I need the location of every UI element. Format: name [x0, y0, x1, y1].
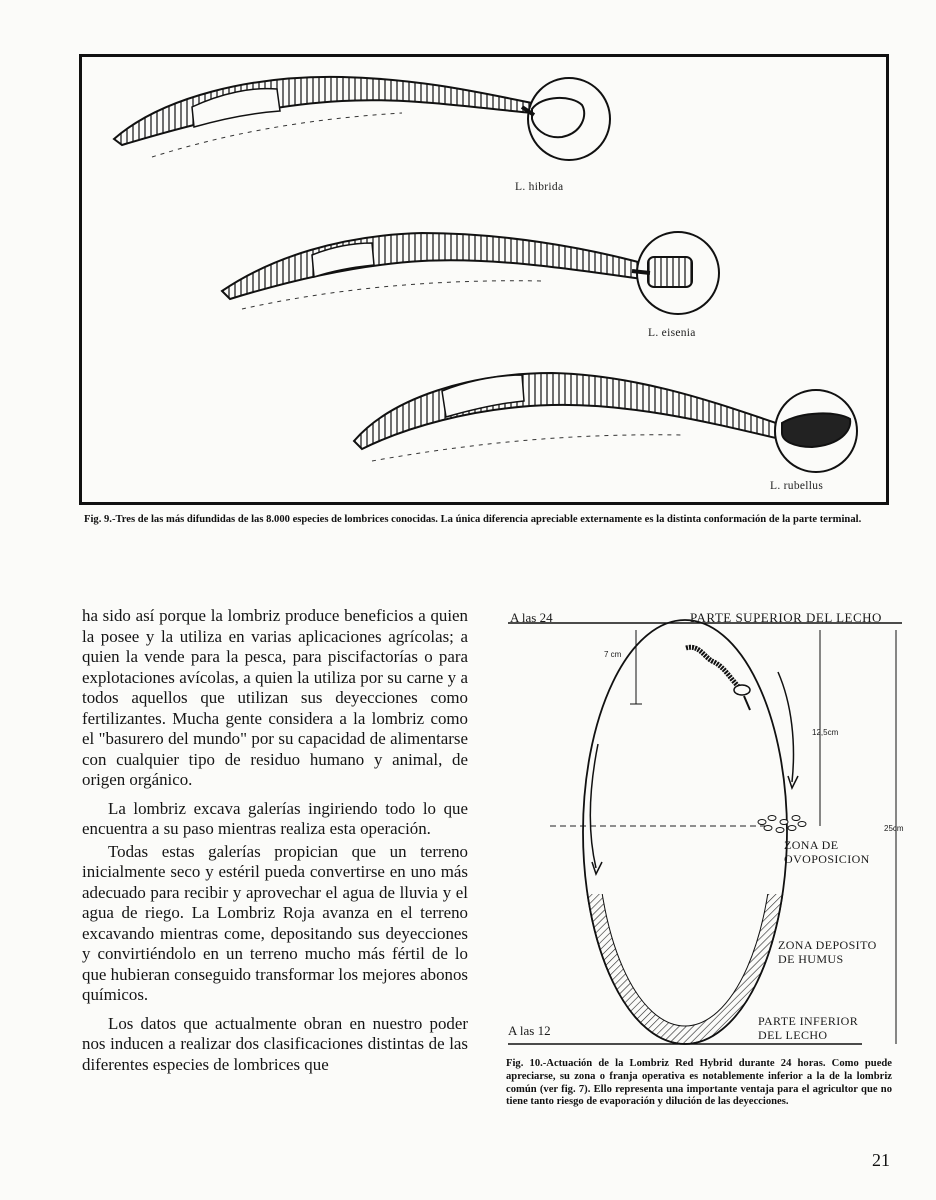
- paragraph-1: ha sido así porque la lombriz produce beneficios a quien la posee y la utiliza en varias aplicaciones agrícolas; a quien la vende para la pesca, para piscifactorías o para explotaciones avícolas, a quien la utiliza por su carne y a todos aquellos que utilizan sus deyecciones como fertilizantes. Mucha gente considera a la lombriz como el "basurero del mundo" por su capacidad de alimentarse con cualquier tipo de residuo humano y animal, de origen orgánico.: [82, 606, 468, 789]
- body-text-column: [82, 606, 468, 1083]
- label-12-5cm: 12,5cm: [812, 728, 839, 737]
- worm-eisenia: [222, 232, 719, 314]
- label-a-las-12: A las 12: [508, 1023, 551, 1038]
- worm-rubellus: [354, 373, 857, 472]
- label-del-lecho: DEL LECHO: [758, 1028, 828, 1042]
- label-hibrida: L. hibrida: [515, 181, 564, 193]
- worm-hibrida: [114, 77, 610, 160]
- figure-9-frame: [79, 54, 889, 505]
- label-a-las-24: A las 24: [510, 610, 553, 625]
- label-zona-de: ZONA DE: [784, 838, 839, 852]
- label-eisenia: L. eisenia: [648, 327, 696, 339]
- figure-9-caption: Fig. 9.-Tres de las más difundidas de las 8.000 especies de lombrices conocidas. La única diferencia apreciable externamente es la distinta conformación de la parte terminal.: [84, 514, 862, 525]
- label-parte-superior: PARTE SUPERIOR DEL LECHO: [690, 610, 882, 625]
- figure-10-diagram: [500, 604, 910, 1054]
- bed-diagram: [500, 604, 910, 1054]
- paragraph-4: Los datos que actualmente obran en nuestro poder nos inducen a realizar dos clasificaciones distintas de las diferentes especies de lombrices que: [82, 1013, 468, 1074]
- label-25cm: 25cm: [884, 824, 904, 833]
- label-7cm: 7 cm: [604, 650, 622, 659]
- label-rubellus: L. rubellus: [770, 480, 824, 492]
- label-de-humus: DE HUMUS: [778, 952, 844, 966]
- paragraph-3: Todas estas galerías propician que un terreno inicialmente seco y estéril pueda convertirse en uno más adecuado para recibir y aprovechar el agua de lluvia y el agua de riego. La Lombriz Roja avanza en el terreno excavando mientras come, depositando sus deyecciones y convirtiéndolo en un terreno mucho más fértil de lo que hubieran conseguido transformar los mejores abonos químicos.: [82, 841, 468, 1004]
- figure-10-caption: Fig. 10.-Actuación de la Lombriz Red Hybrid durante 24 horas. Como puede apreciarse, su zona o franja operativa es notablemente inferior a la de la lombriz común (ver fig. 7). Ello representa una importante ventaja para el agricultor que no tiene tanto riesgo de evaporación y dilución de las deyecciones.: [506, 1058, 892, 1108]
- page-number: 21: [872, 1150, 890, 1170]
- paragraph-2: La lombriz excava galerías ingiriendo todo lo que encuentra a su paso mientras realiza esta operación.: [82, 798, 468, 838]
- worms-illustration: [82, 57, 886, 502]
- label-ovoposicion: OVOPOSICION: [784, 852, 870, 866]
- worm-small: [686, 647, 750, 710]
- label-zona-deposito: ZONA DEPOSITO: [778, 938, 877, 952]
- eggs-cluster: [758, 816, 806, 833]
- label-parte-inferior: PARTE INFERIOR: [758, 1014, 859, 1028]
